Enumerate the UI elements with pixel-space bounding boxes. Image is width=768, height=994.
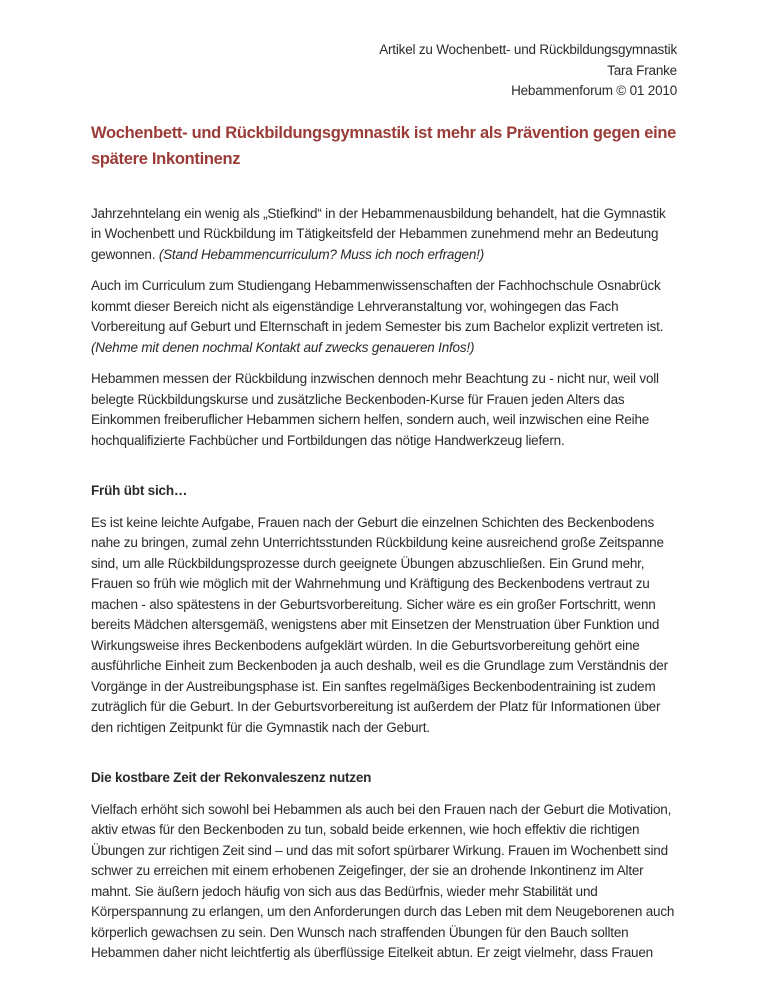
paragraph-beachtung: Hebammen messen der Rückbildung inzwischen dennoch mehr Beachtung zu - nicht nur, weil voll belegte Rückbildungskurse und zusätzliche Beckenboden-Kurse für Frauen jeden Alters das Einkommen freiberuflicher Hebammen sichern helfen, sondern auch, weil inzwischen eine Reihe hochqualifizierte Fachbücher und Fortbildungen das nötige Handwerkzeug liefern. — [91, 371, 659, 448]
paragraph-curriculum-note: (Nehme mit denen nochmal Kontakt auf zwecks genaueren Infos!) — [91, 339, 475, 355]
credit-line-article: Artikel zu Wochenbett- und Rückbildungsgymnastik — [379, 42, 677, 57]
subheading-rekonvaleszenz: Die kostbare Zeit der Rekonvaleszenz nutzen — [91, 770, 372, 785]
paragraph-intro-note: (Stand Hebammencurriculum? Muss ich noch erfragen!) — [158, 246, 485, 262]
paragraph-geburtsvorbereitung: Es ist keine leichte Aufgabe, Frauen nach der Geburt die einzelnen Schichten des Beckenbodens nahe zu bringen, zumal zehn Unterrichtsstunden Rückbildung keine ausreichend große Zeitspanne sind, um alle Rückbildungsprozesse durch geeignete Übungen abzuschließen. Ein Grund mehr, Frauen so früh wie möglich mit der Wahrnehmung und Kräftigung des Beckenbodens vertraut zu machen - also spätestens in der Geburtsvorbereitung. Sicher wäre es ein großer Fortschritt, wenn bereits Mädchen altersgemäß, wenigstens aber mit Einsetzen der Menstruation über Funktion und Wirkungsweise ihres Beckenbodens aufgeklärt würden. In die Geburtsvorbereitung gehört eine ausführliche Einheit zum Beckenboden ja auch deshalb, weil es die Grundlage zum Verständnis der Vorgänge in der Austreibungsphase ist. Ein sanftes regelmäßiges Beckenbodentraining ist zudem zuträglich für die Geburt. In der Geburtsvorbereitung ist außerdem der Platz für Informationen über den richtigen Zeitpunkt für die Gymnastik nach der Geburt. — [91, 514, 668, 735]
paragraph-curriculum-text: Auch im Curriculum zum Studiengang Hebammenwissenschaften der Fachhochschule Osnabrück kommt dieser Bereich nicht als eigenständige Lehrveranstaltung vor, wohingegen das Fach Vorbereitung auf Geburt und Elternschaft in jedem Semester bis zum Bachelor explizit vertreten ist. — [91, 278, 664, 334]
paragraph-intro-text: Jahrzehntelang ein wenig als „Stiefkind“ in der Hebammenausbildung behandelt, hat die Gymnastik in Wochenbett und Rückbildung im Tätigkeitsfeld der Hebammen zunehmend mehr an Bedeutung gewonnen. — [91, 205, 666, 262]
paragraph-curriculum — [91, 276, 677, 358]
article-credits — [91, 40, 677, 102]
paragraph-motivation: Vielfach erhöht sich sowohl bei Hebammen als auch bei den Frauen nach der Geburt die Motivation, aktiv etwas für den Beckenboden zu tun, sobald beide erkennen, wie hoch effektiv die richtigen Übungen zur richtigen Zeit sind – und das mit sofort spürbarer Wirkung. Frauen im Wochenbett sind schwer zu erreichen mit einem erhobenen Zeigefinger, der sie an drohende Inkontinenz im Alter mahnt. Sie äußern jedoch häufig von sich aus das Bedürfnis, wieder mehr Stabilität und Körperspannung zu erlangen, um den Anforderungen durch das Leben mit dem Neugeborenen auch körperlich gewachsen zu sein. Den Wunsch nach straffenden Übungen für den Bauch sollten Hebammen daher nicht leichtfertig als überflüssige Eitelkeit abtun. Er zeigt vielmehr, dass Frauen — [91, 801, 675, 960]
subheading-frueh-uebt-sich: Früh übt sich… — [91, 483, 188, 498]
article-title: Wochenbett- und Rückbildungsgymnastik ist mehr als Prävention gegen eine spätere Inkontinenz — [91, 123, 677, 168]
credit-line-author: Tara Franke — [607, 62, 677, 78]
paragraph-intro — [91, 204, 677, 266]
credit-line-publication: Hebammenforum © 01 2010 — [511, 83, 677, 98]
